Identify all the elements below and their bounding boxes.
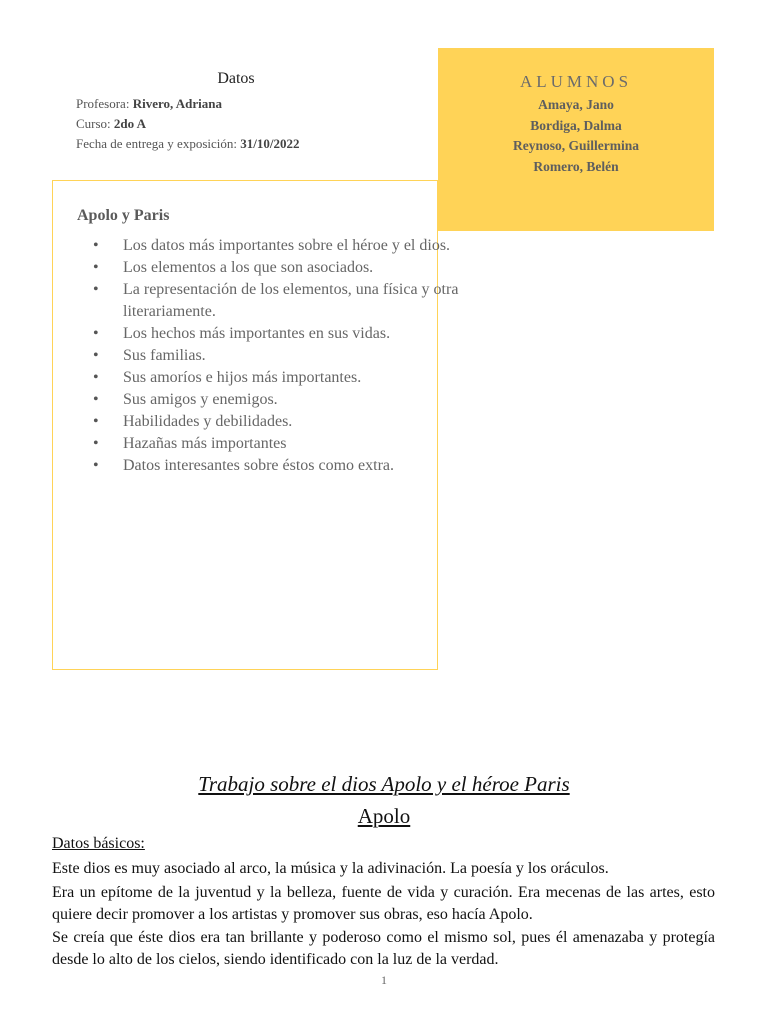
datos-title: Datos (217, 70, 255, 87)
document-title: Trabajo sobre el dios Apolo y el héroe Paris (198, 772, 570, 796)
paragraph: Este dios es muy asociado al arco, la música y la adivinación. La poesía y los oráculos. (52, 860, 609, 877)
topic-item: • Sus amigos y enemigos. (123, 389, 463, 411)
alumno-name: Romero, Belén (533, 158, 619, 174)
topic-item: • Habilidades y debilidades. (123, 411, 463, 433)
topic-item: • Datos interesantes sobre éstos como extra. (123, 455, 463, 477)
topic-list (77, 235, 463, 477)
topic-item: • Los hechos más importantes en sus vidas. (123, 323, 463, 345)
topic-item: • Sus amoríos e hijos más importantes. (123, 367, 463, 389)
topic-title: Apolo y Paris (77, 207, 170, 224)
body-text (52, 858, 715, 973)
curso-value: 2do A (113, 116, 147, 131)
curso-line (76, 114, 396, 134)
topic-item: • Los elementos a los que son asociados. (123, 257, 463, 279)
profesora-line (76, 94, 396, 114)
alumno-name: Bordiga, Dalma (530, 117, 622, 133)
page-number: 1 (381, 973, 387, 987)
alumno-name: Amaya, Jano (538, 97, 614, 112)
fecha-label: Fecha de entrega y exposición: (76, 136, 241, 151)
datos-header (76, 70, 396, 154)
topic-item: • La representación de los elementos, una física y otra literariamente. (123, 279, 463, 323)
profesora-label: Profesora: (76, 96, 133, 111)
curso-label: Curso: (76, 116, 114, 131)
topic-item: • Los datos más importantes sobre el héroe y el dios. (123, 235, 463, 257)
fecha-line (76, 134, 396, 154)
fecha-value: 31/10/2022 (240, 136, 300, 151)
paragraph: Era un epítome de la juventud y la belleza, fuente de vida y curación. Era mecenas de las artes, esto quiere decir promover a los artistas y promover sus obras, eso hacía Apolo. (52, 883, 715, 923)
subheading: Datos básicos: (52, 835, 145, 852)
topic-item: • Hazañas más importantes (123, 433, 463, 455)
paragraph: Se creía que éste dios era tan brillante y poderoso como el mismo sol, pues él amenazaba y protegía desde lo alto de los cielos, siendo identificado con la luz de la verdad. (52, 929, 715, 968)
alumnos-title: ALUMNOS (519, 72, 633, 91)
profesora-value: Rivero, Adriana (132, 96, 223, 111)
topic-item: • Sus familias. (123, 345, 463, 367)
section-title: Apolo (357, 804, 411, 828)
alumno-name: Reynoso, Guillermina (512, 138, 639, 153)
alumnos-list (438, 95, 714, 177)
topic-box (52, 180, 459, 670)
alumnos-box (438, 48, 714, 231)
